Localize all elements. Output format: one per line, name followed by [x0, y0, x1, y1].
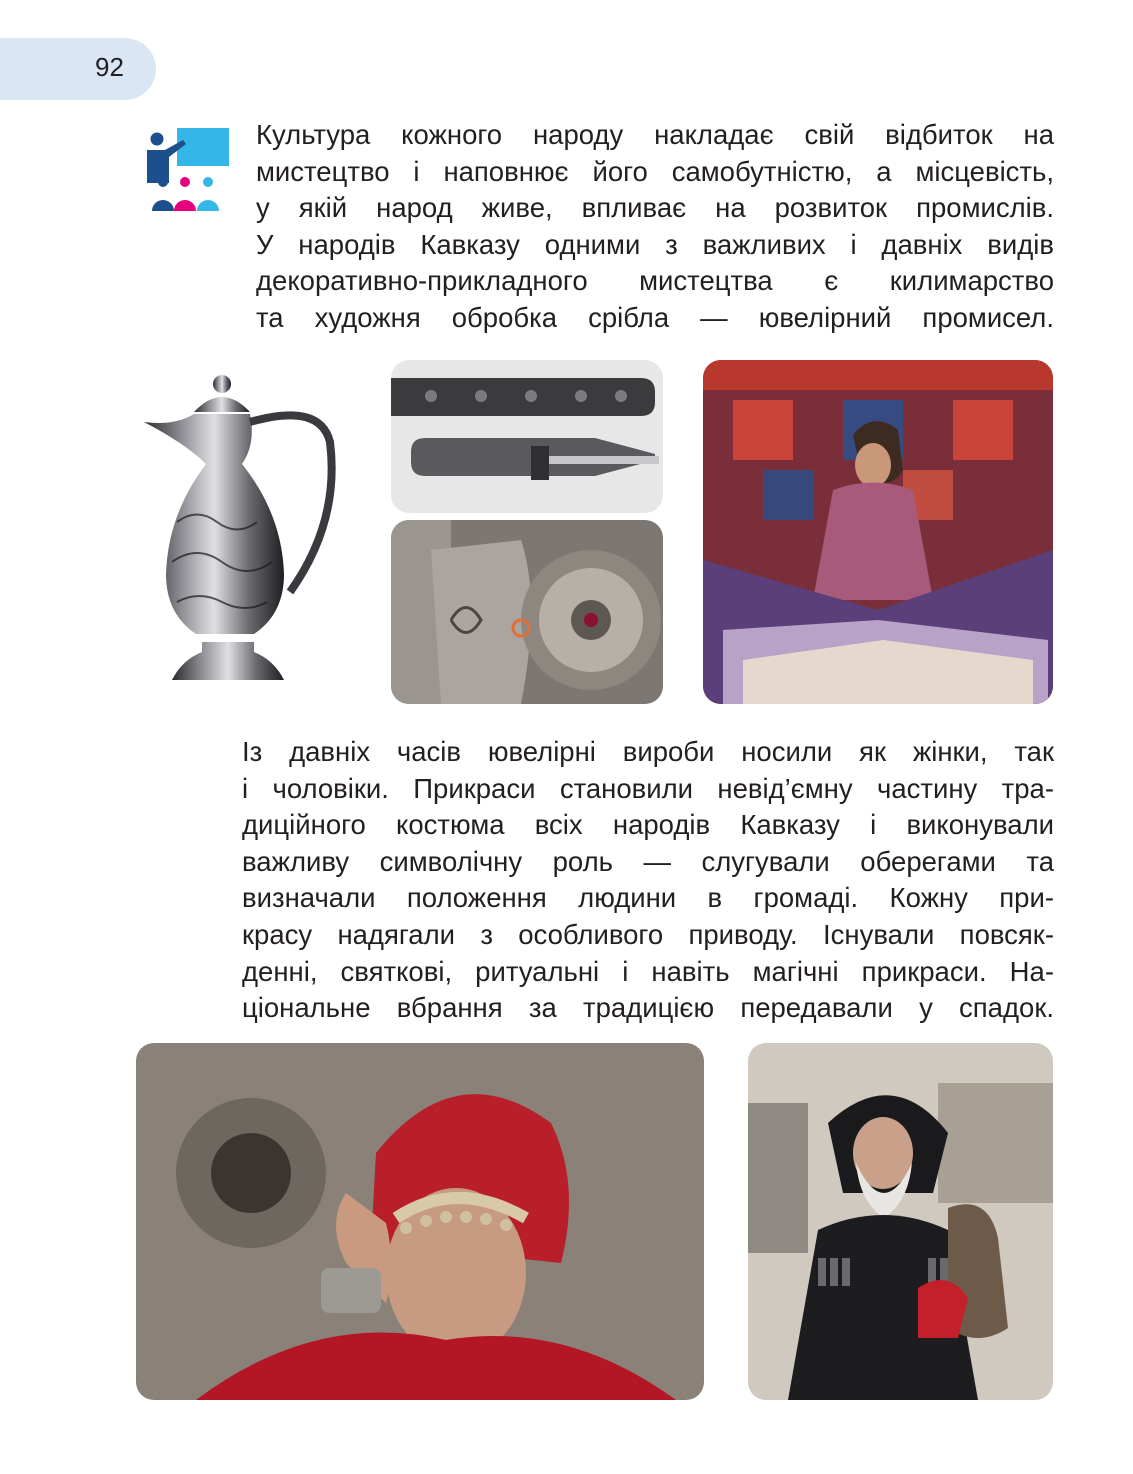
silver-belt-buckle-photo — [391, 520, 663, 704]
dagger-sheaths-photo — [391, 360, 663, 513]
text-line: і чоловіки. Прикраси становили невід’ємну частину тра- — [242, 772, 1054, 804]
jewelry-paragraph — [242, 734, 1054, 1027]
text-line: важливу символічну роль — слугували оберегами та — [242, 845, 1054, 877]
text-line: та художня обробка срібла — ювелірний промисел. — [256, 301, 1054, 333]
text-line: Із давніх часів ювелірні вироби носили як жінки, так — [242, 736, 1054, 767]
text-line: диційного костюма всіх народів Кавказу і виконували — [242, 809, 1054, 841]
text-line: денні, святкові, ритуальні і навіть магічні прикраси. На- — [242, 955, 1054, 987]
text-line: у якій народ живе, впливає на розвиток промислів. — [256, 192, 1054, 224]
text-line: ціональне вбрання за традицією передавали у спадок. — [242, 992, 1054, 1024]
text-line: декоративно-прикладного мистецтва є килимарство — [256, 265, 1054, 297]
text-line: Культура кожного народу накладає свій відбиток на — [256, 119, 1054, 150]
teacher-presentation-icon — [135, 126, 231, 216]
man-with-falcon-photo — [748, 1043, 1053, 1400]
silver-jug-photo — [132, 372, 342, 692]
woman-traditional-jewelry-photo — [136, 1043, 704, 1400]
intro-paragraph — [256, 117, 1054, 337]
page-number-tab — [0, 38, 156, 100]
text-line: мистецтво і наповнює його самобутністю, а місцевість, — [256, 155, 1054, 187]
text-line: красу надягали з особливого приводу. Існували повсяк- — [242, 918, 1054, 950]
text-line: У народів Кавказу одними з важливих і давніх видів — [256, 228, 1054, 260]
text-line: визначали положення людини в громаді. Кожну при- — [242, 882, 1054, 914]
carpet-weaver-photo — [703, 360, 1053, 704]
page-number: 92 — [95, 52, 124, 82]
